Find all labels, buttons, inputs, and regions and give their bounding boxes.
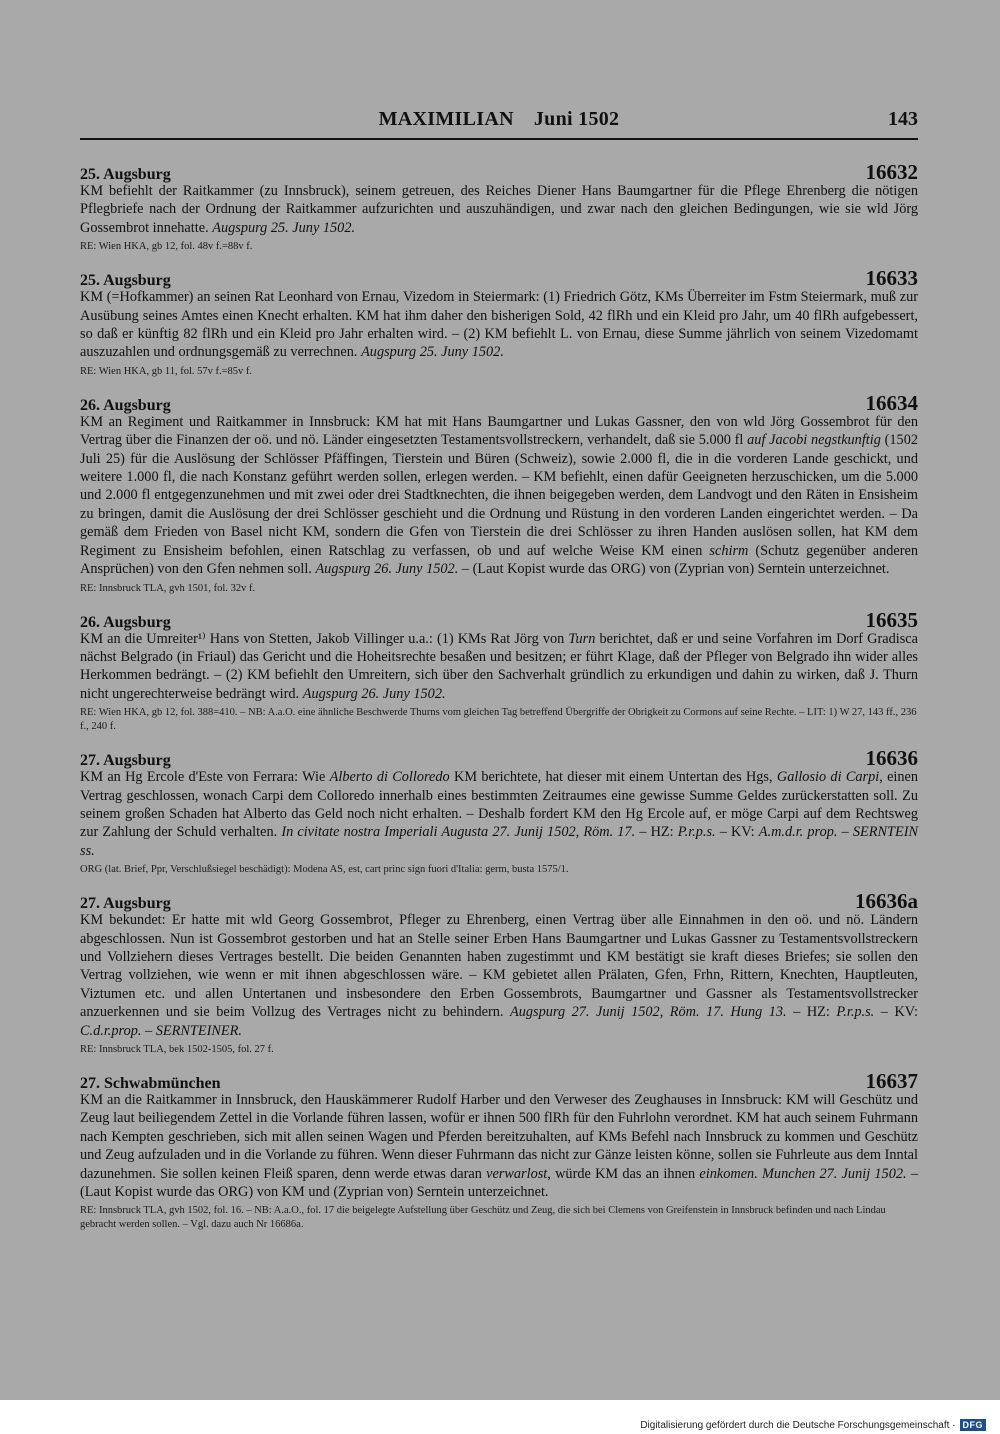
entry-16635: [80, 608, 918, 735]
entry-16637: [80, 1069, 918, 1232]
entry-source-reference: RE: Wien HKA, gb 12, fol. 388=410. – NB: A.a.O. eine ähnliche Beschwerde Thurns vom gleichen Tag betreffend Übergriffe der Obrigkeit zu Cormons auf seine Rechte. – LIT: 1) W 27, 143 ff., 236 f., 240 f.: [80, 707, 917, 733]
entry-number: 16633: [865, 266, 918, 291]
italic-segment: Alberto di Colloredo: [329, 769, 450, 786]
text-segment: – (Laut Kopist wurde das ORG) von (Zyprian von) Serntein unterzeichnet.: [458, 561, 890, 578]
entry-number: 16636: [865, 746, 918, 771]
entry-heading: [80, 1069, 918, 1091]
funding-note: Digitalisierung gefördert durch die Deutsche Forschungsgemeinschaft ·: [640, 1419, 956, 1431]
entry-date: 26. Augsburg: [80, 396, 171, 414]
entry-text: [80, 1091, 918, 1201]
italic-segment: verwarlost: [486, 1165, 548, 1182]
italic-segment: Augspurg 25. Juny 1502.: [361, 344, 504, 361]
running-header: [80, 108, 918, 140]
footer-credit: [640, 1419, 986, 1431]
entry-text: [80, 288, 918, 362]
entry-date: 26. Augsburg: [80, 613, 171, 631]
entry-number: 16636a: [855, 889, 918, 914]
text-segment: berichtet, daß er und seine Vorfahren im Dorf Gradisca nächst Belgrado (in Friaul) das Gericht und die Hoheitsrechte besaßen und besitzen; er führt Klage, daß der Pfleger von Belgrado ihn wider alles Herkommen bedrängt. – (2) KM befiehlt den Umreitern, sich über den Sachverhalt gründlich zu erkundigen und dahin zu wirken, daß J. Thurn nicht ungerechterweise bedrängt wird.: [80, 630, 918, 702]
italic-segment: einkomen. Munchen 27. Junij 1502.: [699, 1165, 907, 1182]
text-segment: KM bekundet: Er hatte mit wld Georg Gossembrot, Pfleger zu Ehrenberg, einen Vertrag über alle Einnahmen in den oö. und nö. Ländern abgeschlossen. Nun ist Gossembrot gestorben und hat an Stelle seiner Erben Hans Baumgartner und Lukas Gassner zu Testamentsvollstreckern und Vollziehern dieses Vertrages bestellt. Die beiden Genannten haben zugestimmt und KM bestätigt sie kraft dieses Briefes; sie sollen den Vertrag vollziehen, wie wenn er mit ihnen abgeschlossen wäre. – KM gebietet allen Prälaten, Gfen, Frhn, Rittern, Knechten, Hauptleuten, Viztumen etc. und allen Untertanen und insbesondere den Erben Gossembrots, Baumgartner und Gassner als Testamentsvollstrecker anzuerkennen und sie beim Vollzug des Vertrages nicht zu behindern.: [80, 912, 918, 1021]
entry-16636: [80, 746, 918, 877]
text-segment: – (Laut Kopist wurde das ORG) von KM und (Zyprian von) Serntein unterzeichnet.: [80, 1165, 918, 1201]
italic-segment: P.r.p.s.: [836, 1004, 875, 1021]
page-number: 143: [888, 108, 918, 130]
text-segment: KM an Regiment und Raitkammer in Innsbruck: KM hat mit Hans Baumgartner und Lukas Gassner, den von wld Jörg Gossembrot für den Vertrag über die Finanzen der oö. und nö. Länder eingesetzten Testamentsvollstreckern, verhandelt, daß sie 5.000 fl: [80, 413, 918, 449]
entry-date: 25. Augsburg: [80, 272, 171, 290]
text-segment: , einen Vertrag geschlossen, wonach Carpi dem Colloredo innerhalb eines bestimmten Zeitraumes eine gewisse Summe Geldes zurückerstatten soll. Zu seinem großen Schaden hat Alberto das Geld noch nicht erhalten. – Deshalb fordert KM den Hg Ercole auf, er möge Carpi auf dem Rechtsweg zur Zahlung der Schuld verhalten.: [80, 769, 919, 841]
entry-number: 16637: [865, 1069, 918, 1093]
italic-segment: A.m.d.r. prop.: [758, 824, 838, 841]
text-segment: KM berichtete, hat dieser mit einem Untertan des Hgs,: [449, 769, 777, 786]
italic-segment: schirm: [709, 542, 749, 559]
entry-heading: [80, 160, 918, 182]
entry-heading: [80, 608, 918, 630]
entry-text: [80, 182, 918, 237]
entry-number: 16635: [865, 607, 918, 632]
entry-date: 27. Augsburg: [80, 895, 171, 913]
text-segment: , würde KM das an ihnen: [547, 1165, 700, 1182]
text-segment: –: [141, 1022, 156, 1039]
entry-source-reference: RE: Innsbruck TLA, gvh 1501, fol. 32v f.: [80, 582, 256, 594]
entry-text: [80, 911, 918, 1040]
entry-16634: [80, 391, 918, 596]
entry-date: 27. Schwabmünchen: [80, 1075, 221, 1092]
entry-16636a: [80, 889, 918, 1057]
entry-source-reference: RE: Wien HKA, gb 11, fol. 57v f.=85v f.: [80, 365, 253, 377]
entry-date: 27. Augsburg: [80, 752, 171, 770]
entry-number: 16634: [865, 390, 918, 415]
text-segment: KM (=Hofkammer) an seinen Rat Leonhard von Ernau, Vizedom in Steiermark: (1) Friedrich Götz, KMs Überreiter im Fstm Steiermark, muß zur Ausübung seines Amtes einen Knecht erhalten. KM hat ihm daher den bisherigen Sold, 42 flRh und ein Kleid pro Jahr, um 40 flRh aufgebessert, so daß er künftig 82 flRh und ein Kleid pro Jahr erhalten wird. – (2) KM befiehlt L. von Ernau, diese Summe jährlich von seinem Vizedomamt auszuzahlen und ordnungsgemäß zu verrechnen.: [80, 289, 918, 361]
italic-segment: Augspurg 26. Juny 1502.: [315, 561, 459, 578]
entry-source-reference: RE: Innsbruck TLA, gvh 1502, fol. 16. – NB: A.a.O., fol. 17 die beigelegte Aufstellung über Geschütz und Zeug, die sich bei Clemens von Greifenstein in Innsbruck befinden und nach Lindau gebracht werden sollen. – Vgl. dazu auch Nr 16686a.: [80, 1205, 886, 1231]
text-segment: KM an die Umreiter¹⁾ Hans von Stetten, Jakob Villinger u.a.: (1) KMs Rat Jörg von: [80, 630, 569, 647]
entry-16633: [80, 266, 918, 379]
italic-segment: SERNTEINER.: [155, 1022, 242, 1039]
text-segment: – KV:: [874, 1004, 919, 1021]
text-segment: – KV:: [715, 824, 759, 841]
text-segment: (Schutz gegenüber anderen Ansprüchen) von den Gfen nehmen soll.: [80, 542, 918, 578]
text-segment: –: [837, 824, 853, 841]
italic-segment: In civitate nostra Imperiali Augusta 27. Junij 1502, Röm. 17.: [281, 824, 636, 841]
italic-segment: Augspurg 27. Junij 1502, Röm. 17. Hung 13.: [510, 1004, 787, 1021]
entry-source-reference: ORG (lat. Brief, Ppr, Verschlußsiegel beschädigt): Modena AS, est, cart princ sign fuori d'Italia: germ, busta 1575/1.: [80, 864, 569, 876]
text-segment: KM befiehlt der Raitkammer (zu Innsbruck), seinem getreuen, des Reiches Diener Hans Baumgartner für die Pflege Ehrenberg die nötigen Pflegbriefe nach der Ordnung der Raitkammer aufzurichten und auszuhändigen, und zwar nach den gleichen Bedingungen, wie sie wld Jörg Gossembrot innehatte.: [80, 183, 918, 236]
entry-date: 25. Augsburg: [80, 166, 171, 183]
italic-segment: Augspurg 26. Juny 1502.: [302, 685, 446, 702]
italic-segment: Augspurg 25. Juny 1502.: [212, 219, 356, 236]
entry-16632: [80, 160, 918, 254]
italic-segment: auf Jacobi negstkunftig: [747, 432, 881, 449]
entries-list: [80, 160, 918, 1244]
entry-source-reference: RE: Innsbruck TLA, bek 1502-1505, fol. 27 f.: [80, 1044, 274, 1055]
italic-segment: P.r.p.s.: [677, 824, 716, 841]
italic-segment: C.d.r.prop.: [80, 1022, 142, 1039]
text-segment: – HZ:: [786, 1004, 837, 1021]
italic-segment: Turn: [568, 630, 596, 647]
entry-heading: [80, 266, 918, 291]
text-segment: – HZ:: [635, 824, 678, 841]
entry-heading: [80, 391, 918, 413]
entry-heading: [80, 889, 918, 914]
text-segment: KM an die Raitkammer in Innsbruck, den Hauskämmerer Rudolf Harber und den Verweser des Zeughauses in Innsbruck: KM will Geschütz und Zeug laut beiliegendem Zettel in die Vorlande führen lassen, wofür er ihnen 500 flRh für den Fuhrlohn verordnet. KM hat auch seinem Fuhrmann nach Kempten geschrieben, sich mit allen seinen Wagen und Pferden bereitzuhalten, auf KMs Befehl nach Innsbruck zu kommen und Geschütz und Zeug aufzuladen und in die Vorlande zu führen. Wenn dieser Fuhrmann das nicht zur Gänze leisten könne, sollen sie Fuhrleute aus dem Inntal dazunehmen. Sie sollen keinen Fleiß sparen, denn werde etwas daran: [80, 1092, 918, 1182]
title-date: Juni 1502: [533, 108, 620, 130]
text-segment: KM an Hg Ercole d'Este von Ferrara: Wie: [80, 769, 330, 786]
text-segment: (1502 Juli 25) für die Auslösung der Schlösser Pfäffingen, Tierstein und Büren (Schweiz), sowie 2.000 fl, die in die vorderen Lande geschickt, und weitere 1.000 fl, die nach Konstanz geführt werden sollen, erlegen werden. – KM befiehlt, einen dafür Geeigneten herzuschicken, um die 5.000 und 2.000 fl entgegenzunehmen und mit zwei oder drei Stadtknechten, die ihnen beigegeben werden, dem Landvogt und den Räten in Ensisheim zu bringen, damit die Auslösung der drei Schlösser geschieht und die Ordnung und Rüstung in den vorderen Landen eingerichtet werden. – Da gemäß dem Frieden von Basel nicht KM, sondern die Gfen von Tierstein die drei Schlösser zu ihren Handen auslösen sollen, hat KM dem Regiment zu Ensisheim befohlen, einen Ratschlag zu verfassen, ob und auf welche Weise KM einen: [80, 432, 918, 559]
dfg-logo: DFG: [960, 1419, 987, 1431]
entry-text: [80, 768, 918, 860]
entry-number: 16632: [865, 160, 918, 184]
entry-heading: [80, 746, 918, 771]
entry-source-reference: RE: Wien HKA, gb 12, fol. 48v f.=88v f.: [80, 241, 253, 253]
title-name: MAXIMILIAN: [378, 108, 514, 130]
italic-segment: Gallosio di Carpi: [776, 769, 880, 786]
italic-segment: SERNTEIN ss.: [80, 824, 918, 859]
entry-text: [80, 413, 918, 579]
page-title: [80, 108, 918, 131]
entry-text: [80, 630, 918, 704]
